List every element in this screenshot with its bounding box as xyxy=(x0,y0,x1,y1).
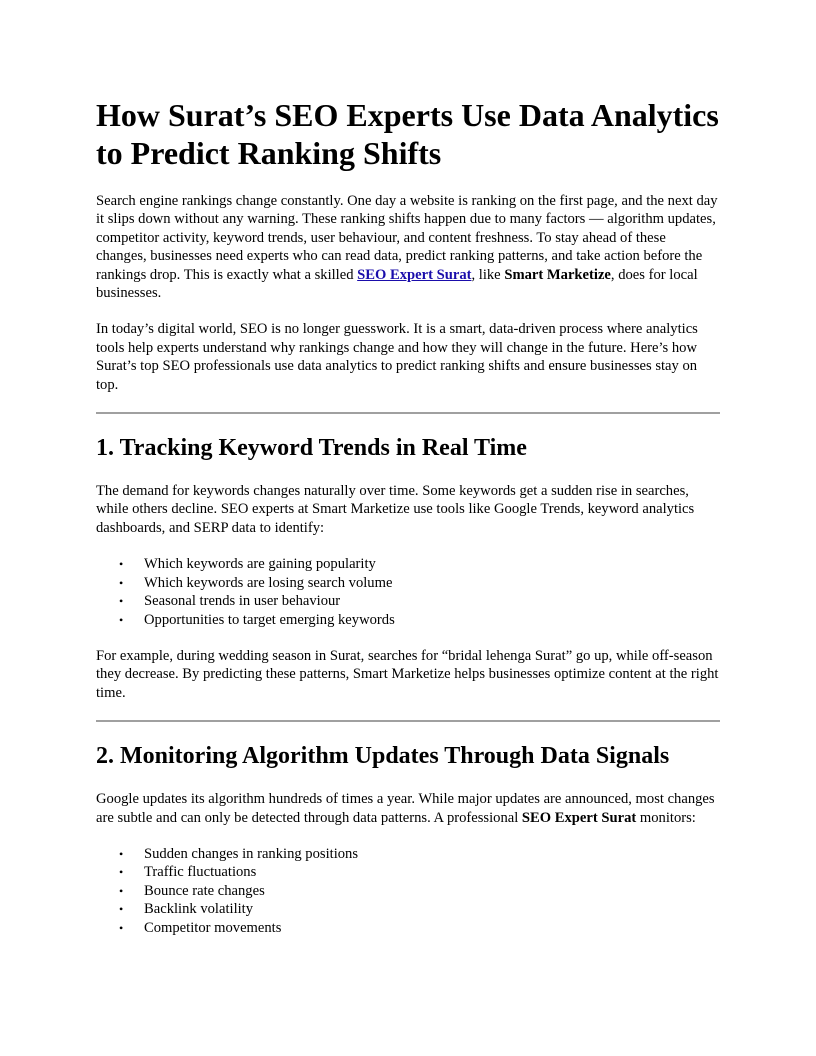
list-item-text: Which keywords are gaining popularity xyxy=(144,556,376,573)
list-item xyxy=(119,919,720,937)
document-page xyxy=(96,96,720,955)
intro-text: Search engine rankings change constantly. One day a website is ranking on the first page, and the next day it slips down without any warning. These ranking shifts happen due to many factors — algorithm updates, competitor activity, keyword trends, user behaviour, and content freshness. To stay ahead of these changes, businesses need experts who can read data, predict ranking patterns, and take action before the rankings drop. This is exactly what a skilled xyxy=(96,193,718,283)
seo-expert-surat-link[interactable]: SEO Expert Surat xyxy=(357,266,472,283)
bullet-icon: • xyxy=(119,846,124,861)
section1-paragraph-1: The demand for keywords changes naturally over time. Some keywords get a sudden rise in searches, while others decline. SEO experts at Smart Marketize use tools like Google Trends, keyword analytics dashboards, and SERP data to identify: xyxy=(96,483,695,536)
list-item-text: Seasonal trends in user behaviour xyxy=(144,593,341,610)
section2-text: Google updates its algorithm hundreds of times a year. While major updates are announced, most changes are subtle and can only be detected through data patterns. A professional xyxy=(96,791,715,826)
list-item xyxy=(119,900,720,918)
list-item-text: Competitor movements xyxy=(144,919,282,936)
list-item xyxy=(119,592,720,610)
section2-list xyxy=(96,845,720,937)
bullet-icon: • xyxy=(119,594,124,609)
list-item xyxy=(119,863,720,881)
list-item-text: Opportunities to target emerging keywords xyxy=(144,611,395,628)
bullet-icon: • xyxy=(119,920,124,935)
list-item xyxy=(119,845,720,863)
seo-expert-surat-bold: SEO Expert Surat xyxy=(521,809,637,826)
list-item-text: Sudden changes in ranking positions xyxy=(144,845,359,862)
section1-list xyxy=(96,555,720,629)
bullet-icon: • xyxy=(119,902,124,917)
list-item-text: Bounce rate changes xyxy=(144,882,265,899)
intro-text-mid: , like xyxy=(471,266,505,283)
section2-paragraph-1 xyxy=(96,790,720,827)
intro-paragraph-1 xyxy=(96,192,720,302)
bullet-icon: • xyxy=(119,865,124,880)
list-item xyxy=(119,574,720,592)
bullet-icon: • xyxy=(119,883,124,898)
list-item-text: Traffic fluctuations xyxy=(144,864,257,881)
section2-text-end: monitors: xyxy=(636,809,696,826)
list-item-text: Backlink volatility xyxy=(144,901,254,918)
brand-name: Smart Marketize xyxy=(504,266,611,283)
section-heading-2: 2. Monitoring Algorithm Updates Through Data Signals xyxy=(96,743,670,770)
list-item xyxy=(119,555,720,573)
bullet-icon: • xyxy=(119,575,124,590)
bullet-icon: • xyxy=(119,557,124,572)
list-item-text: Which keywords are losing search volume xyxy=(144,574,393,591)
section1-paragraph-2: For example, during wedding season in Surat, searches for “bridal lehenga Surat” go up, while off-season they decrease. By predicting these patterns, Smart Marketize helps businesses optimize content at the right time. xyxy=(96,647,719,701)
list-item xyxy=(119,611,720,629)
intro-paragraph-2: In today’s digital world, SEO is no longer guesswork. It is a smart, data-driven process where analytics tools help experts understand why rankings change and how they will change in the future. Here’s how Surat’s top SEO professionals use data analytics to predict ranking shifts and ensure businesses stay on top. xyxy=(96,321,698,393)
intro-text-end: , does for local businesses. xyxy=(96,266,698,302)
list-item xyxy=(119,882,720,900)
section-heading-1: 1. Tracking Keyword Trends in Real Time xyxy=(96,435,527,462)
page-title: How Surat’s SEO Experts Use Data Analytics to Predict Ranking Shifts xyxy=(96,97,719,171)
section-divider xyxy=(96,412,720,414)
section-divider xyxy=(96,720,720,722)
bullet-icon: • xyxy=(119,612,124,627)
